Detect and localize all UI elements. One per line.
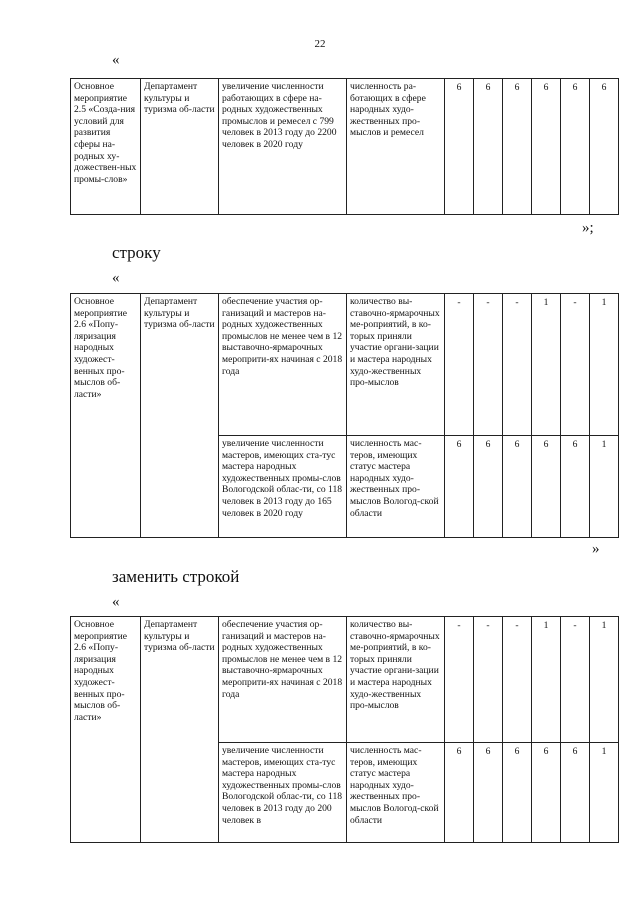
value-cell: 6 (561, 79, 590, 215)
value-cell: 1 (590, 617, 619, 743)
value-cell: 6 (532, 436, 561, 538)
goal-cell: увеличение численности мастеров, имеющих ста-тус мастера народных художественных промы-слов Вологодской облас-ти, со 118 человек в 2013 году до 165 человек в 2020 году (219, 436, 347, 538)
indicator-cell: количество вы-ставочно-ярмарочных ме-роприятий, в ко-торых приняли участие органи-зации и мастера народных худо-жественных про-мыслов (347, 617, 445, 743)
goal-cell: увеличение численности работающих в сфере на-родных художественных промыслов и ремесел с 799 человек в 2013 году до 2200 человек в 2020 году (219, 79, 347, 215)
close-quote: » (592, 541, 600, 557)
indicator-cell: количество вы-ставочно-ярмарочных ме-роприятий, в ко-торых приняли участие органи-зации и мастера народных худо-жественных про-мыслов (347, 294, 445, 436)
value-cell: 6 (474, 79, 503, 215)
table-row (71, 79, 619, 215)
open-quote: « (112, 594, 120, 610)
page-number: 22 (314, 38, 326, 50)
table-row (71, 617, 619, 743)
close-quote-semicolon: »; (582, 220, 594, 236)
indicator-cell: численность мас-теров, имеющих статус мастера народных худо-жественных про-мыслов Вологод-ской области (347, 436, 445, 538)
event-name-cell: Основное мероприятие 2.6 «Попу-ляризация народных художест-венных про-мыслов об-ласти» (71, 617, 141, 843)
indicator-cell: численность ра-ботающих в сфере народных худо-жественных про-мыслов и ремесел (347, 79, 445, 215)
responsible-cell: Департамент культуры и туризма об-ласти (141, 294, 219, 538)
open-quote: « (112, 270, 120, 286)
value-cell: 1 (590, 294, 619, 436)
word-replace: заменить строкой (112, 567, 240, 586)
value-cell: - (474, 294, 503, 436)
responsible-cell: Департамент культуры и туризма об-ласти (141, 79, 219, 215)
value-cell: 1 (590, 436, 619, 538)
value-cell: - (445, 617, 474, 743)
event-name-cell: Основное мероприятие 2.6 «Попу-ляризация народных художест-венных про-мыслов об-ласти» (71, 294, 141, 538)
value-cell: - (561, 617, 590, 743)
value-cell: 6 (561, 436, 590, 538)
table-event-2-5 (70, 78, 619, 215)
goal-cell: обеспечение участия ор-ганизаций и мастеров на-родных художественных промыслов не менее чем в 12 выставочно-ярмарочных мероприти-ях начиная с 2018 года (219, 617, 347, 743)
value-cell: 6 (532, 79, 561, 215)
table-row (71, 294, 619, 436)
event-name-cell: Основное мероприятие 2.5 «Созда-ния условий для развития сферы на-родных ху-дожествен-ных промы-слов» (71, 79, 141, 215)
value-cell: 6 (445, 743, 474, 843)
value-cell: 1 (590, 743, 619, 843)
word-stroku: строку (112, 243, 161, 262)
table-event-2-6-old (70, 293, 619, 538)
value-cell: - (474, 617, 503, 743)
value-cell: 6 (503, 436, 532, 538)
responsible-cell: Департамент культуры и туризма об-ласти (141, 617, 219, 843)
value-cell: 6 (445, 79, 474, 215)
value-cell: 6 (561, 743, 590, 843)
value-cell: 6 (532, 743, 561, 843)
value-cell: - (503, 294, 532, 436)
value-cell: 6 (590, 79, 619, 215)
value-cell: 1 (532, 617, 561, 743)
goal-cell: увеличение численности мастеров, имеющих ста-тус мастера народных художественных промы-слов Вологодской облас-ти, со 118 человек в 2013 году до 200 человек в (219, 743, 347, 843)
indicator-cell: численность мас-теров, имеющих статус мастера народных худо-жественных про-мыслов Вологод-ской области (347, 743, 445, 843)
value-cell: 6 (474, 743, 503, 843)
goal-cell: обеспечение участия ор-ганизаций и мастеров на-родных художественных промыслов не менее чем в 12 выставочно-ярмарочных мероприти-ях начиная с 2018 года (219, 294, 347, 436)
value-cell: 6 (503, 743, 532, 843)
value-cell: - (561, 294, 590, 436)
value-cell: 6 (474, 436, 503, 538)
value-cell: 6 (503, 79, 532, 215)
open-quote: « (112, 52, 120, 68)
value-cell: - (445, 294, 474, 436)
value-cell: 1 (532, 294, 561, 436)
value-cell: 6 (445, 436, 474, 538)
table-event-2-6-new (70, 616, 619, 843)
value-cell: - (503, 617, 532, 743)
